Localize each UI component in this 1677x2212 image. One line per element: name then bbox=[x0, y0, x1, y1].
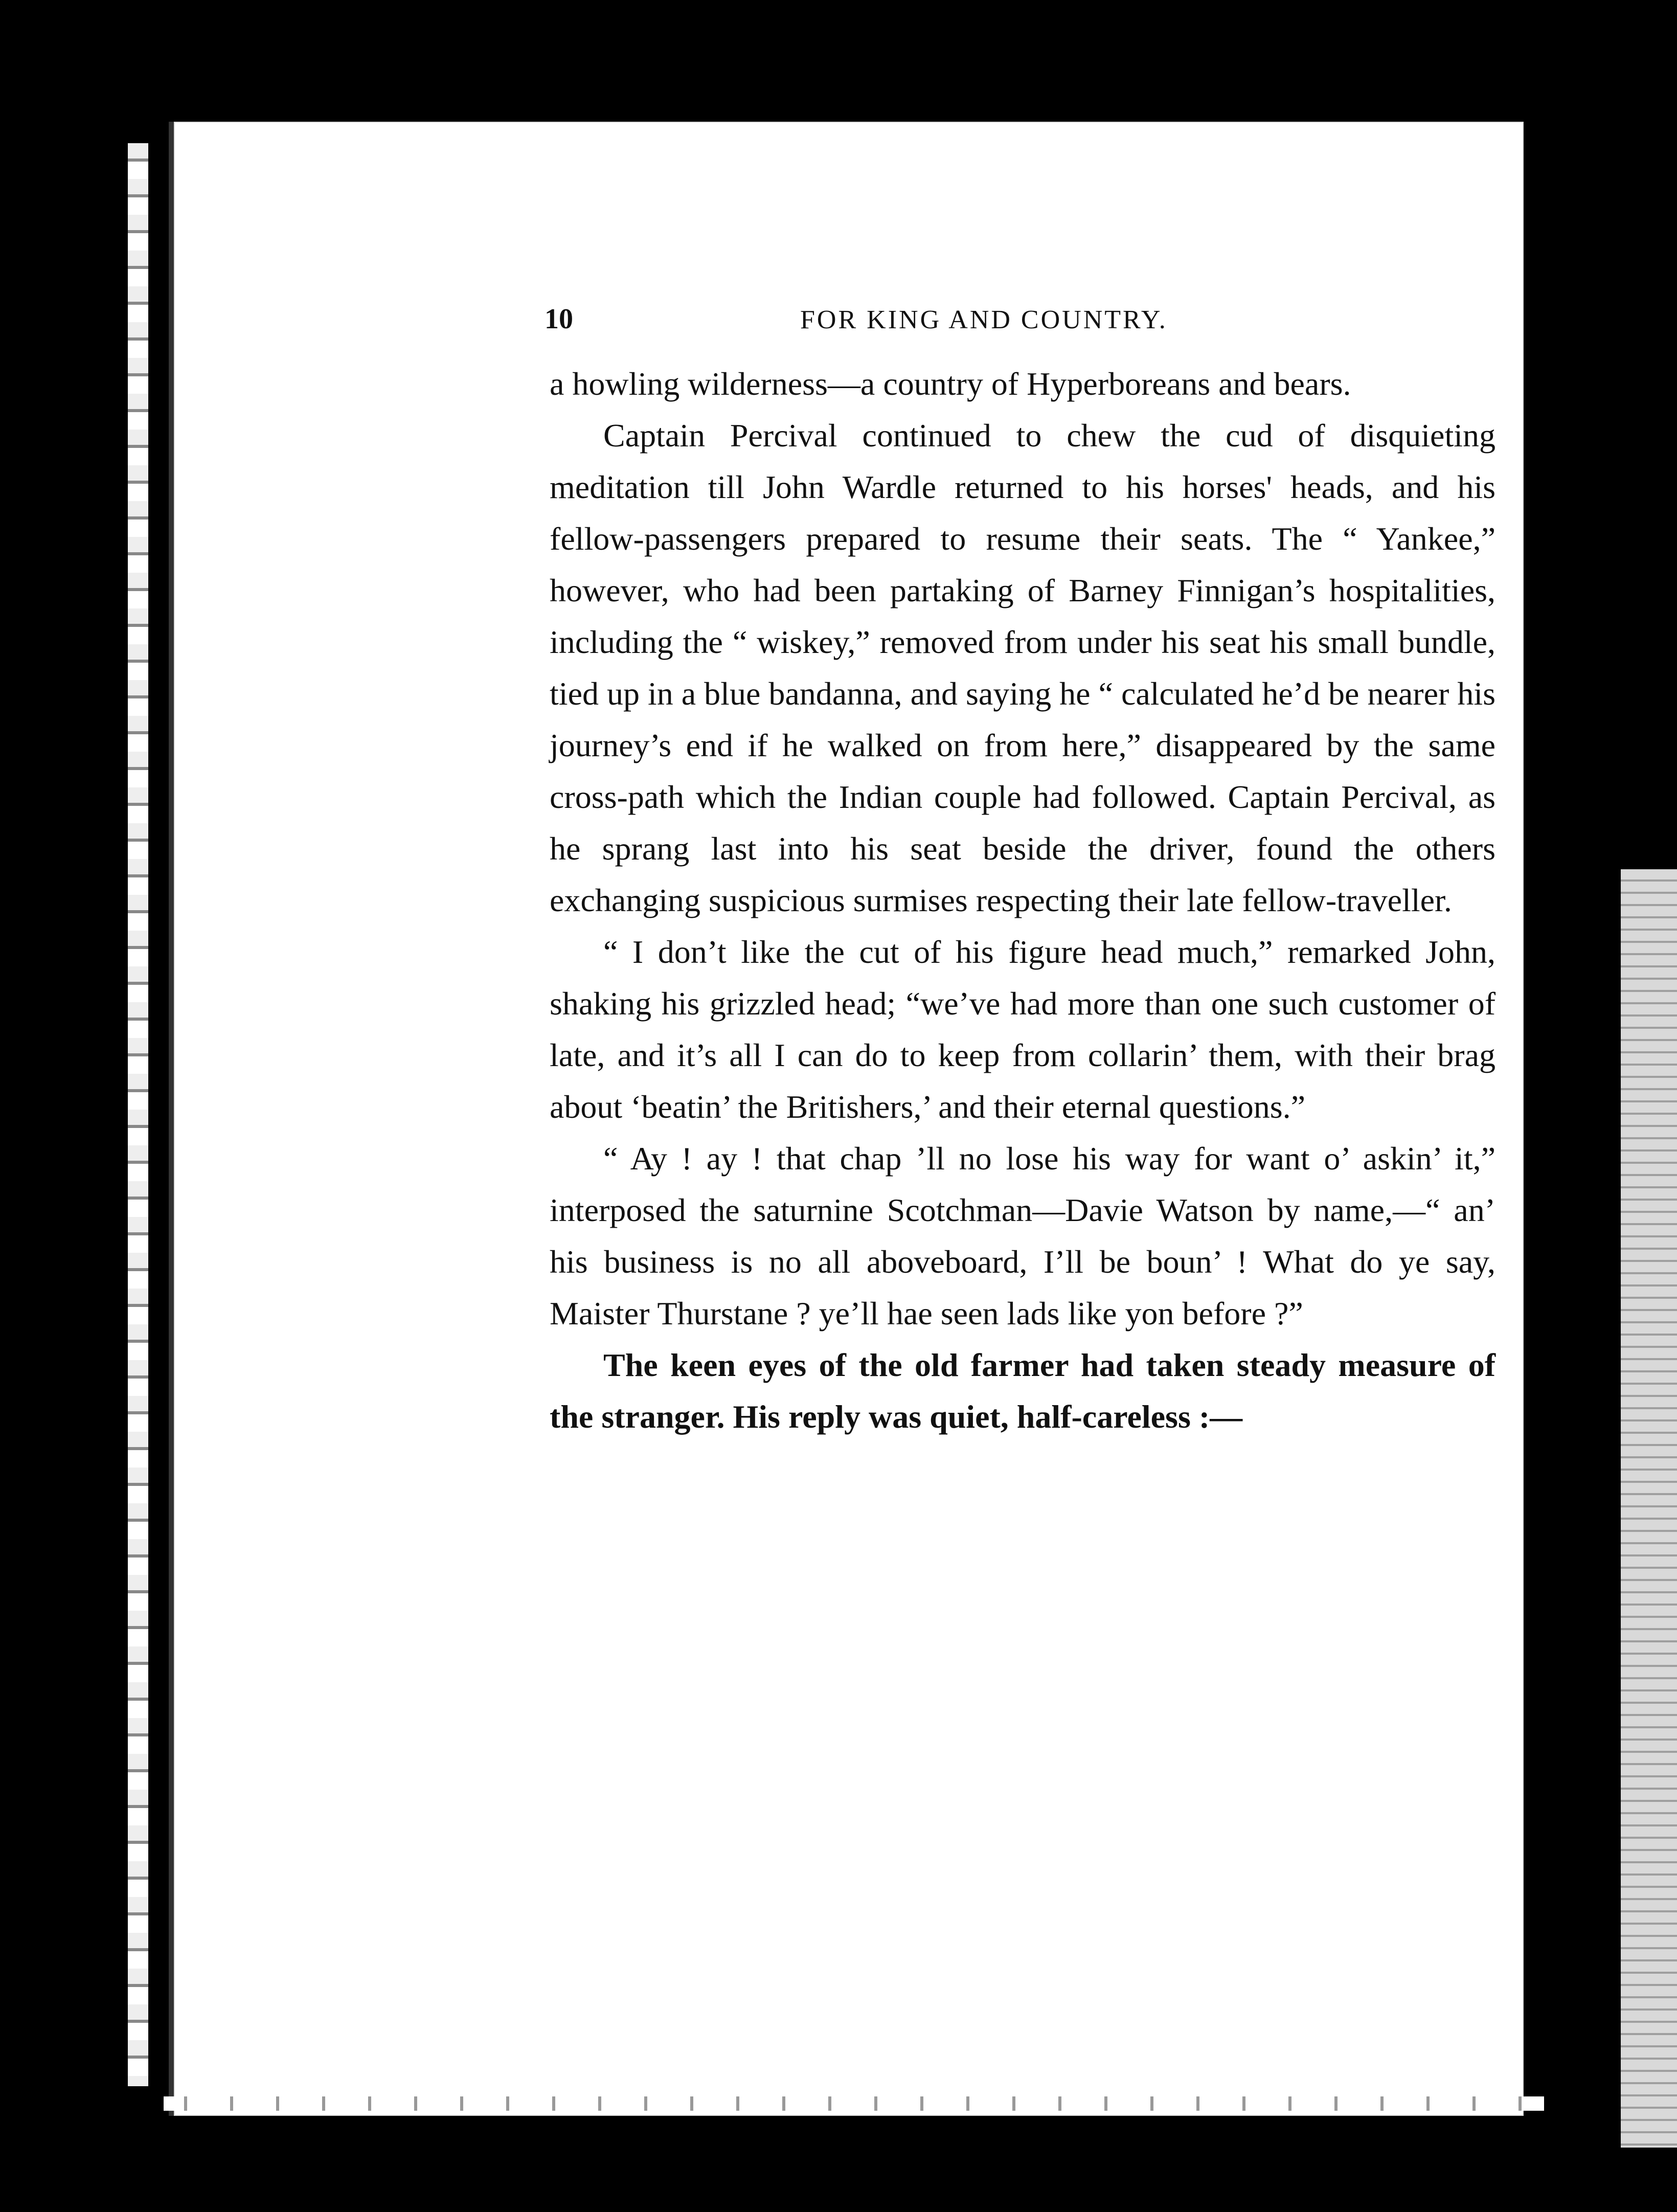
page-edge-left bbox=[128, 143, 148, 2086]
body-text bbox=[550, 358, 1495, 1442]
page-edge-right bbox=[1621, 869, 1677, 2148]
paragraph: “ Ay ! ay ! that chap ’ll no lose his way for want o’ askin’ it,” interposed the saturnine Scotchman—Davie Watson by name,—“ an’ his business is no all aboveboard, I’ll be boun’ ! What do ye say, Maister Thurstane ? ye’ll hae seen lads like yon before ?” bbox=[550, 1140, 1495, 1331]
page-header bbox=[545, 303, 1506, 344]
page-number: 10 bbox=[545, 303, 573, 335]
paragraph: a howling wilderness—a country of Hyperboreans and bears. bbox=[550, 366, 1351, 402]
paragraph: The keen eyes of the old farmer had taken steady measure of the stranger. His reply was quiet, half-careless :— bbox=[550, 1347, 1495, 1435]
running-title: FOR KING AND COUNTRY. bbox=[800, 305, 1168, 334]
page-bottom-edge bbox=[164, 2096, 1544, 2111]
paragraph: “ I don’t like the cut of his figure head much,” remarked John, shaking his grizzled head; “we’ve had more than one such customer of late, and it’s all I can do to keep from collarin’ them, with their brag about ‘beatin’ the Britishers,’ and their eternal questions.” bbox=[550, 934, 1495, 1125]
paragraph: Captain Percival continued to chew the cud of disquieting meditation till John Wardle returned to his horses' heads, and his fellow-passengers prepared to resume their seats. The “ Yankee,” however, who had been partaking of Barney Finnigan’s hospitalities, including the “ wiskey,” removed from under his seat his small bundle, tied up in a blue bandanna, and saying he “ calculated he’d be nearer his journey’s end if he walked on from here,” disappeared by the same cross-path which the Indian couple had followed. Captain Percival, as he sprang last into his seat beside the driver, found the others exchanging suspicious surmises respecting their late fellow-traveller. bbox=[550, 417, 1495, 918]
